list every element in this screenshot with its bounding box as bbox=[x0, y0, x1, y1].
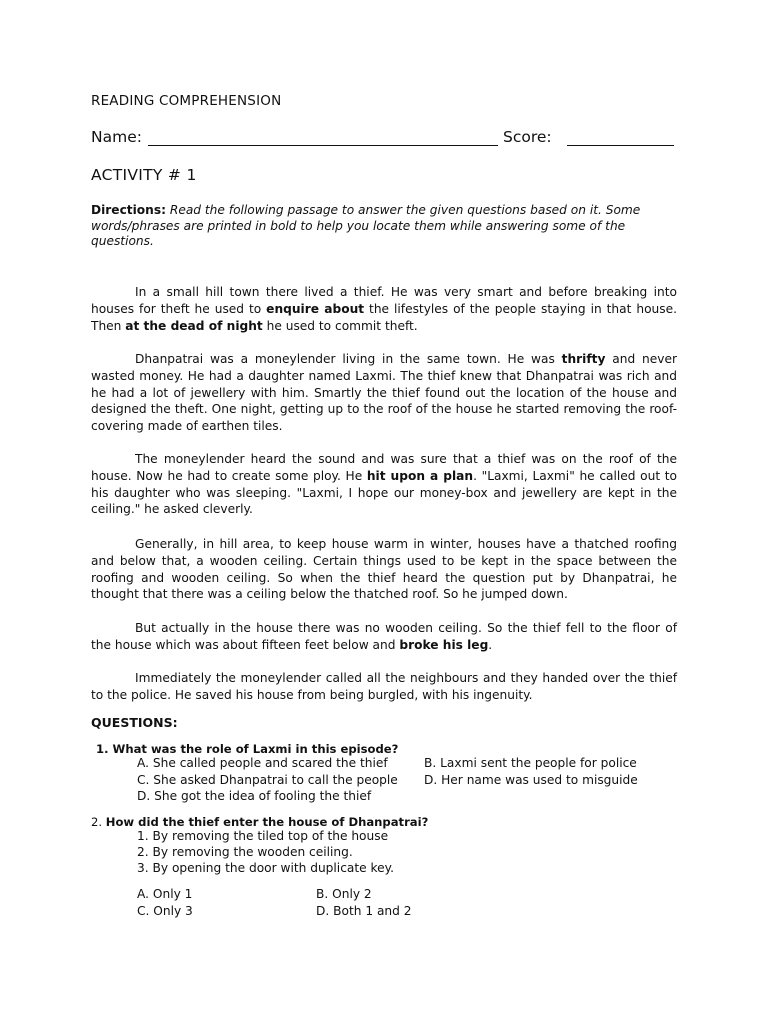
option-letter: A. bbox=[137, 756, 149, 770]
q1-option-c bbox=[137, 773, 398, 787]
bold-phrase-dead-of-night: at the dead of night bbox=[125, 318, 263, 333]
option-text: She got the idea of fooling the thief bbox=[154, 789, 372, 803]
score-label: Score: bbox=[503, 128, 552, 146]
option-text: Only 3 bbox=[153, 904, 193, 918]
passage-text: and never wasted money. He had a daughter named Laxmi. The thief knew that Dhanpatrai was rich and he had a lot of jewellery with him. Smartly the thief found out the location of the house and designed the theft. One night, getting up to the roof of the house he started removing the roof-covering made of earthen tiles. bbox=[91, 352, 677, 434]
option-letter: A. bbox=[137, 887, 149, 901]
q2-statement-1: 1. By removing the tiled top of the house bbox=[137, 829, 389, 843]
document-title: READING COMPREHENSION bbox=[91, 93, 282, 109]
score-blank-line bbox=[567, 145, 674, 146]
bold-phrase-broke-his-leg: broke his leg bbox=[399, 637, 489, 652]
option-letter: C. bbox=[137, 904, 150, 918]
question-text: How did the thief enter the house of Dhanpatrai? bbox=[105, 815, 429, 829]
q2-statement-2: 2. By removing the wooden ceiling. bbox=[137, 845, 353, 859]
passage-paragraph-2 bbox=[91, 351, 677, 435]
passage-text: Immediately the moneylender called all the neighbours and they handed over the thief to the police. He saved his house from being burgled, with his ingenuity. bbox=[91, 671, 677, 702]
passage-paragraph-4 bbox=[91, 536, 677, 603]
q1-option-d bbox=[424, 773, 638, 787]
passage-text: But actually in the house there was no wooden ceiling. So the thief fell to the floor of the house which was about fifteen feet below and bbox=[91, 621, 677, 652]
q1-option-a bbox=[137, 756, 388, 770]
q1-option-b bbox=[424, 756, 637, 770]
option-letter: D. bbox=[316, 904, 330, 918]
passage-text: In a small hill town there lived a thief. He was very smart and before breaking into houses for theft he used to bbox=[91, 285, 677, 316]
passage-text: The moneylender heard the sound and was sure that a thief was on the roof of the house. Now he had to create some ploy. He bbox=[91, 452, 677, 483]
passage-paragraph-5 bbox=[91, 620, 677, 654]
directions-text: Read the following passage to answer the given questions based on it. Some words/phrases are printed in bold to help you locate them while answering some of the questions. bbox=[91, 203, 641, 248]
option-text: Both 1 and 2 bbox=[333, 904, 412, 918]
option-text: She asked Dhanpatrai to call the people bbox=[153, 773, 398, 787]
passage-paragraph-6 bbox=[91, 670, 677, 704]
bold-phrase-enquire-about: enquire about bbox=[266, 301, 365, 316]
directions bbox=[91, 203, 651, 250]
option-text: Laxmi sent the people for police bbox=[440, 756, 637, 770]
option-text: Only 1 bbox=[152, 887, 193, 901]
q2-statement-3: 3. By opening the door with duplicate key. bbox=[137, 861, 394, 875]
questions-heading: QUESTIONS: bbox=[91, 715, 178, 730]
passage-text: Dhanpatrai was a moneylender living in the same town. He was bbox=[135, 352, 562, 366]
question-text: What was the role of Laxmi in this episode? bbox=[112, 742, 399, 756]
option-letter: B. bbox=[424, 756, 437, 770]
passage-text: Generally, in hill area, to keep house warm in winter, houses have a thatched roofing and below that, a wooden ceiling. Certain things used to be kept in the space between the roofing and wooden ceiling. So when the thief heard the question put by Dhanpatrai, he thought that there was a ceiling below the thatched roof. So he jumped down. bbox=[91, 537, 677, 602]
option-letter: D. bbox=[137, 789, 151, 803]
name-label: Name: bbox=[91, 128, 142, 146]
option-text: Only 2 bbox=[332, 887, 372, 901]
passage-text: . bbox=[488, 637, 493, 652]
q2-option-a bbox=[137, 887, 192, 901]
question-number: 2. bbox=[91, 815, 103, 829]
option-text: Her name was used to misguide bbox=[441, 773, 638, 787]
option-letter: B. bbox=[316, 887, 329, 901]
passage-paragraph-3 bbox=[91, 451, 677, 518]
activity-heading: ACTIVITY # 1 bbox=[91, 166, 197, 184]
option-letter: C. bbox=[137, 773, 150, 787]
question-2-text bbox=[91, 815, 428, 829]
q2-option-b bbox=[316, 887, 372, 901]
passage-text: . "Laxmi, Laxmi" he called out to his daughter who was sleeping. "Laxmi, I hope our money-box and jewellery are kept in the ceiling." he asked cleverly. bbox=[91, 468, 677, 517]
passage-text: he used to commit theft. bbox=[262, 318, 418, 333]
passage-text: the lifestyles of the people staying in that house. Then bbox=[91, 301, 677, 333]
q2-option-c bbox=[137, 904, 193, 918]
name-blank-line bbox=[148, 145, 498, 146]
directions-label: Directions: bbox=[91, 203, 166, 217]
question-1-text bbox=[96, 742, 398, 756]
option-text: She called people and scared the thief bbox=[152, 756, 388, 770]
option-letter: D. bbox=[424, 773, 438, 787]
name-score-row bbox=[91, 128, 691, 148]
bold-phrase-hit-upon-a-plan: hit upon a plan bbox=[366, 468, 474, 483]
passage-paragraph-1 bbox=[91, 284, 677, 334]
q1-option-d-second bbox=[137, 789, 371, 803]
q2-option-d bbox=[316, 904, 412, 918]
question-number: 1. bbox=[96, 742, 109, 756]
bold-phrase-thrifty: thrifty bbox=[561, 352, 606, 366]
